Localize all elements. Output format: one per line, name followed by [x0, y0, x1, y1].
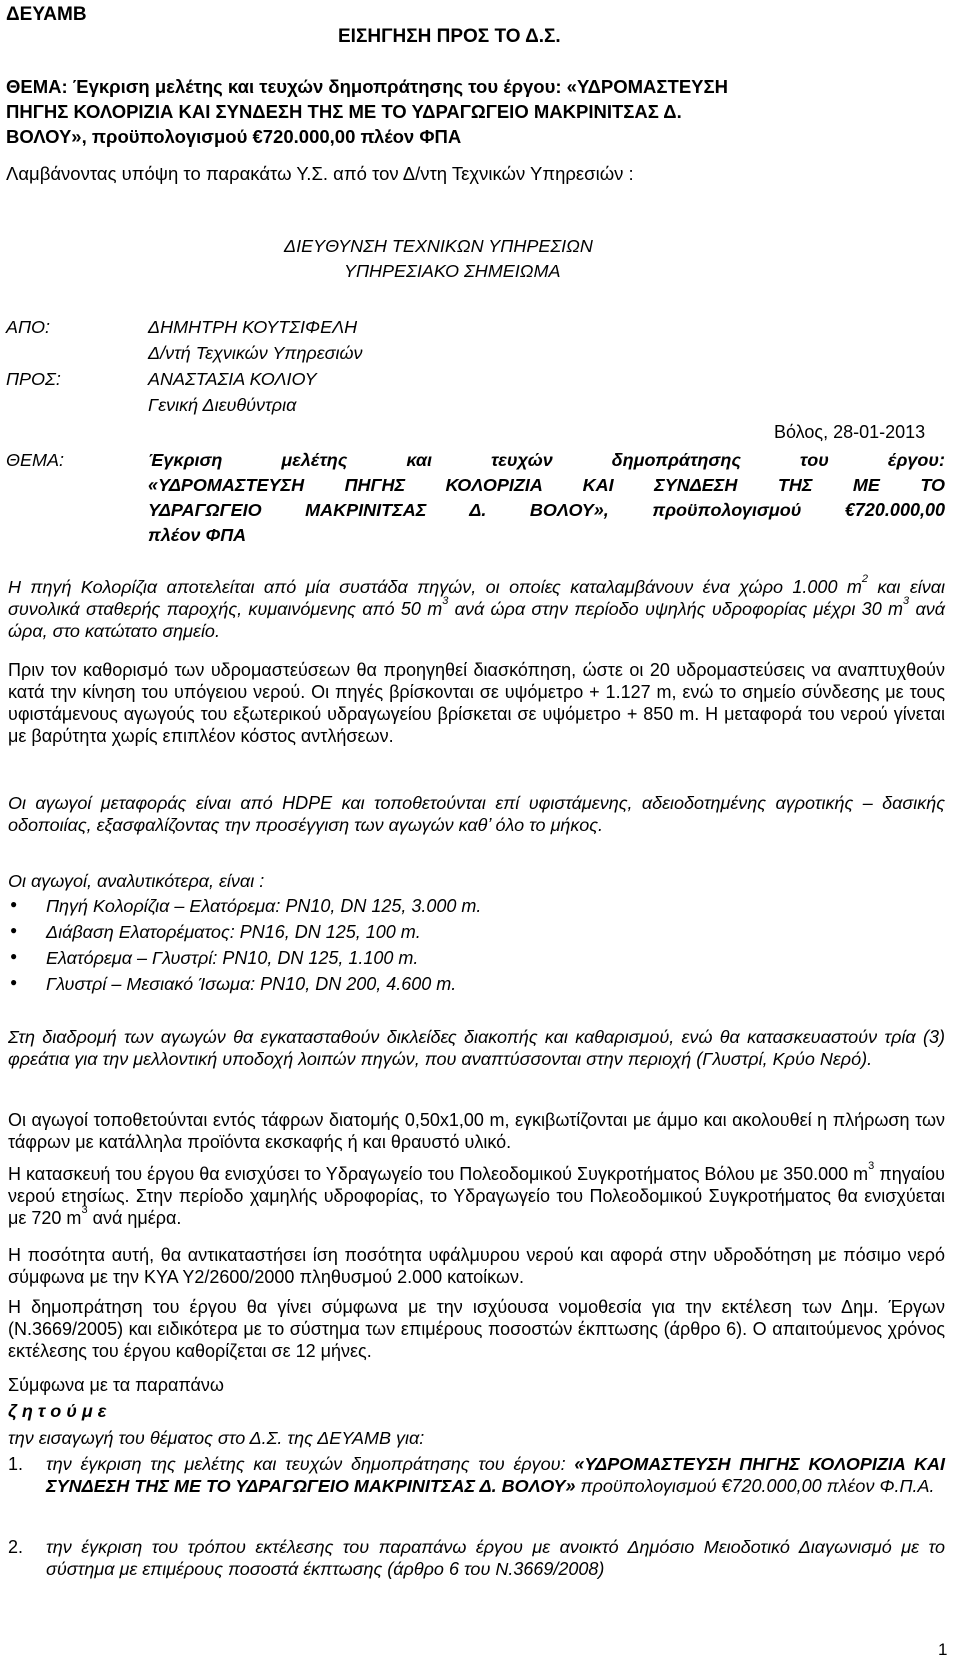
paragraph: Οι αγωγοί μεταφοράς είναι από HDPE και τοποθετούνται επί υφιστάμενης, αδειοδοτημένης αγροτικής – δασικής οδοποιίας, εξασφαλίζοντας την προσέγγιση των αγωγών καθ’ όλο το μήκος.	[8, 793, 945, 835]
from-label: ΑΠΟ:	[6, 317, 51, 337]
memo-subject-line: Έγκριση μελέτης και τευχών δημοπράτησης του έργου:	[148, 450, 945, 470]
from-role: Δ/ντή Τεχνικών Υπηρεσιών	[148, 343, 363, 363]
organization-name: ΔΕΥΑΜΒ	[6, 4, 87, 25]
bullet-icon: ●	[10, 949, 18, 963]
superscript: 2	[861, 573, 868, 585]
page-number: 1	[938, 1640, 948, 1659]
memo-subject-label: ΘΕΜΑ:	[6, 450, 65, 470]
paragraph: την εισαγωγή του θέματος στο Δ.Σ. της ΔΕΥΑΜΒ για:	[8, 1428, 425, 1448]
memo-type: ΥΠΗΡΕΣΙΑΚΟ ΣΗΜΕΙΩΜΑ	[344, 261, 561, 281]
superscript: 3	[903, 594, 910, 607]
superscript: 3	[81, 1203, 88, 1216]
superscript: 3	[868, 1160, 875, 1172]
to-label: ΠΡΟΣ:	[6, 369, 61, 389]
memo-subject-line: ΥΔΡΑΓΩΓΕΙΟ ΜΑΚΡΙΝΙΤΣΑΣ Δ. ΒΟΛΟΥ», προϋπολογισμού €720.000,00	[148, 500, 945, 520]
paragraph-text: Η κατασκευή του έργου θα ενισχύσει το Υδραγωγείο του Πολεοδομικού Συγκροτήματος Βόλου με 350.000 m	[8, 1164, 869, 1184]
paragraph	[8, 573, 945, 643]
list-item-text: προϋπολογισμού €720.000,00 πλέον Φ.Π.Α.	[575, 1475, 935, 1496]
paragraph	[8, 1160, 945, 1230]
subject-line: ΒΟΛΟΥ», προϋπολογισμού €720.000,00 πλέον ΦΠΑ	[6, 126, 462, 147]
paragraph: Η ποσότητα αυτή, θα αντικαταστήσει ίση ποσότητα υφάλμυρου νερού και αφορά στην υδροδότηση με πόσιμο νερό σύμφωνα με την ΚΥΑ Υ2/2600/2000 πληθυσμού 2.000 κατοίκων.	[8, 1245, 945, 1287]
list-item	[46, 1454, 945, 1498]
subject-line: ΘΕΜΑ: Έγκριση μελέτης και τευχών δημοπράτησης του έργου: «ΥΔΡΟΜΑΣΤΕΥΣΗ	[6, 76, 728, 97]
list-item: Διάβαση Ελατορέματος: PN16, DN 125, 100 m.	[46, 922, 421, 942]
list-item: Ελατόρεμα – Γλυστρί: PN10, DN 125, 1.100 m.	[46, 948, 419, 968]
paragraph-text: ανά ημέρα.	[87, 1207, 182, 1228]
paragraph: Οι αγωγοί, αναλυτικότερα, είναι :	[8, 871, 265, 891]
list-item-text: την έγκριση της μελέτης και τευχών δημοπράτησης του έργου:	[46, 1454, 575, 1474]
paragraph: Πριν τον καθορισμό των υδρομαστεύσεων θα προηγηθεί διασκόπηση, ώστε οι 20 υδρομαστεύσεις να αναπτυχθούν κατά την κίνηση του υπόγειου νερού. Οι πηγές βρίσκονται σε υψόμετρο + 1.127 m, ενώ το σημείο σύνδεσης με τους υφιστάμενους αγωγούς του εξωτερικού υδραγωγείου βρίσκεται σε υψόμετρο + 850 m. Η μεταφορά του νερού γίνεται με βαρύτητα χωρίς επιπλέον κόστος αντλήσεων.	[8, 660, 945, 746]
list-item: Γλυστρί – Μεσιακό Ίσωμα: PN10, DN 200, 4.600 m.	[46, 974, 457, 994]
paragraph-text: ανά ώρα, στο κατώτατο σημείο.	[8, 598, 945, 641]
paragraph: Στη διαδρομή των αγωγών θα εγκατασταθούν δικλείδες διακοπής και καθαρισμού, ενώ θα κατασκευαστούν τρία (3) φρεάτια για την μελλοντική υποδοχή λοιπών πηγών, που αναπτύσσονται στην περιοχή (Γλυστρί, Κρύο Νερό).	[8, 1027, 945, 1069]
to-role: Γενική Διευθύντρια	[148, 395, 297, 415]
list-item: την έγκριση του τρόπου εκτέλεσης του παραπάνω έργου με ανοικτό Δημόσιο Μειοδοτικό Διαγωνισμό με το σύστημα με επιμέρους ποσοστά έκπτωσης (άρθρο 6 του Ν.3669/2008)	[46, 1537, 945, 1579]
to-name: ΑΝΑΣΤΑΣΙΑ ΚΟΛΙΟΥ	[148, 369, 317, 389]
memo-subject-line: «ΥΔΡΟΜΑΣΤΕΥΣΗ ΠΗΓΗΣ ΚΟΛΟΡΙΖΙΑ ΚΑΙ ΣΥΝΔΕΣΗ ΤΗΣ ΜΕ ΤΟ	[148, 475, 945, 495]
paragraph-text: Η πηγή Κολορίζια αποτελείται από μία συστάδα πηγών, οι οποίες καταλαμβάνουν ένα χώρο 1.000 m	[8, 577, 862, 597]
paragraph-text: και είναι συνολικά σταθερής παροχής, κυμαινόμενης από 50 m	[8, 577, 945, 619]
bullet-icon: ●	[10, 975, 18, 989]
paragraph-text: πηγαίου νερού ετησίως. Στην περίοδο χαμηλής υδροφορίας, το Υδραγωγείο του Πολεοδομικού Συγκροτήματος θα ενισχύεται με 720 m	[8, 1164, 945, 1228]
paragraph: Οι αγωγοί τοποθετούνται εντός τάφρων διατομής 0,50x1,00 m, εγκιβωτίζονται με άμμο και ακολουθεί η πλήρωση των τάφρων με κατάλληλα προϊόντα εκσκαφής ή και θραυστό υλικό.	[8, 1110, 945, 1152]
superscript: 3	[442, 594, 449, 607]
list-number: 1.	[8, 1454, 24, 1474]
bullet-icon: ●	[10, 923, 18, 937]
bullet-icon: ●	[10, 897, 18, 911]
paragraph: Σύμφωνα με τα παραπάνω	[8, 1375, 224, 1395]
memo-date: Βόλος, 28-01-2013	[774, 422, 926, 442]
paragraph-text: ανά ώρα στην περίοδο υψηλής υδροφορίας μέχρι 30 m	[448, 598, 904, 619]
project-name: «ΥΔΡΟΜΑΣΤΕΥΣΗ ΠΗΓΗΣ ΚΟΛΟΡΙΖΙΑ ΚΑΙ ΣΥΝΔΕΣΗ ΤΗΣ ΜΕ ΤΟ ΥΔΡΑΓΩΓΕΙΟ ΜΑΚΡΙΝΙΤΣΑΣ Δ. ΒΟΛΟΥ»	[46, 1454, 945, 1496]
intro-text: Λαμβάνοντας υπόψη το παρακάτω Υ.Σ. από τον Δ/ντη Τεχνικών Υπηρεσιών :	[6, 163, 634, 184]
paragraph: Η δημοπράτηση του έργου θα γίνει σύμφωνα με την ισχύουσα νομοθεσία για την εκτέλεση των Δημ. Έργων (Ν.3669/2005) και ειδικότερα με το σύστημα των επιμέρους ποσοστών έκπτωσης (άρθρο 6). Ο απαιτούμενος χρόνος εκτέλεσης του έργου καθορίζεται σε 12 μήνες.	[8, 1297, 945, 1361]
from-name: ΔΗΜΗΤΡΗ ΚΟΥΤΣΙΦΕΛΗ	[148, 317, 358, 337]
list-number: 2.	[8, 1537, 24, 1557]
memo-department: ΔΙΕΥΘΥΝΣΗ ΤΕΧΝΙΚΩΝ ΥΠΗΡΕΣΙΩΝ	[284, 236, 593, 256]
list-item: Πηγή Κολορίζια – Ελατόρεμα: PN10, DN 125, 3.000 m.	[46, 896, 482, 916]
document-title: ΕΙΣΗΓΗΣΗ ΠΡΟΣ ΤΟ Δ.Σ.	[338, 26, 561, 47]
subject-line: ΠΗΓΗΣ ΚΟΛΟΡΙΖΙΑ ΚΑΙ ΣΥΝΔΕΣΗ ΤΗΣ ΜΕ ΤΟ ΥΔΡΑΓΩΓΕΙΟ ΜΑΚΡΙΝΙΤΣΑΣ Δ.	[6, 101, 682, 122]
request-heading: ζ η τ ο ύ μ ε	[8, 1401, 107, 1421]
memo-subject-line: πλέον ΦΠΑ	[148, 525, 247, 545]
